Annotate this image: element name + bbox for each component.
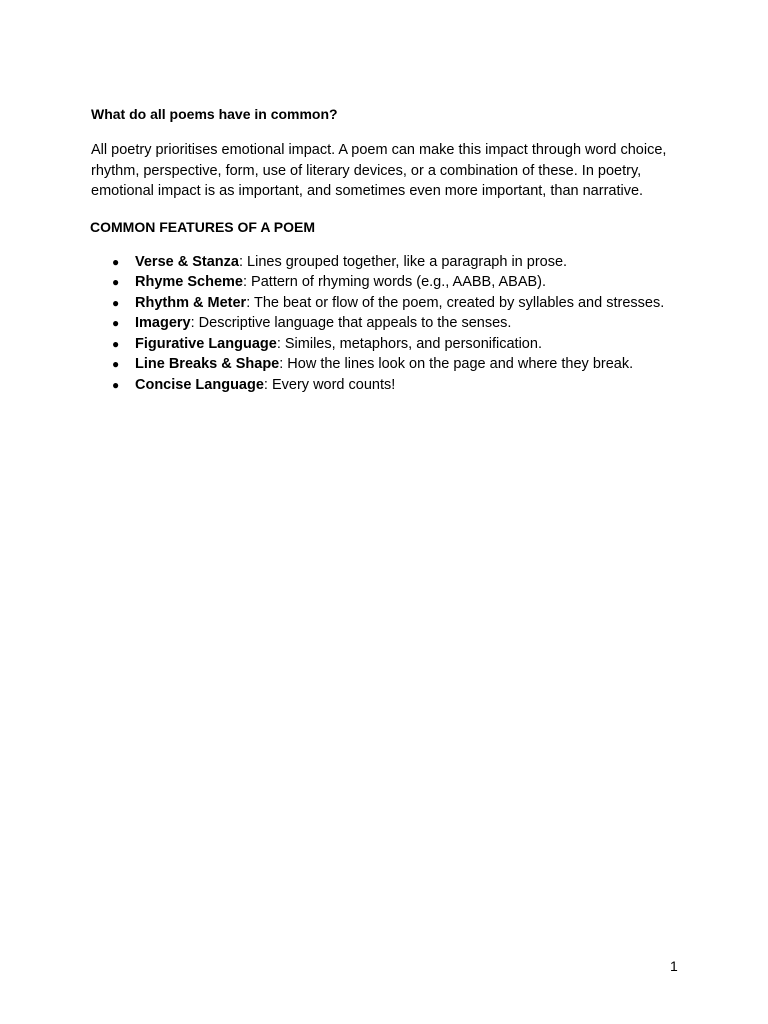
list-item: [91, 293, 676, 314]
list-item: [91, 334, 676, 355]
list-item: [91, 354, 676, 375]
feature-term: Verse & Stanza: [135, 253, 239, 270]
feature-description: : Descriptive language that appeals to the senses.: [190, 315, 512, 332]
feature-term: Rhyme Scheme: [135, 274, 243, 291]
question-heading: What do all poems have in common?: [91, 106, 338, 122]
feature-description: : How the lines look on the page and where they break.: [279, 356, 634, 373]
bullet-icon: ●: [112, 295, 120, 310]
page-number: 1: [670, 958, 678, 974]
intro-paragraph: All poetry prioritises emotional impact. A poem can make this impact through word choice, rhythm, perspective, form, use of literary devices, or a combination of these. In poetry, emotional impact is as important, and sometimes even more important, than narrative.: [91, 142, 667, 199]
bullet-icon: ●: [112, 336, 120, 351]
feature-term: Figurative Language: [135, 335, 277, 352]
list-item: [91, 252, 676, 273]
list-item: [91, 272, 676, 293]
features-list: [91, 252, 676, 396]
feature-description: : Lines grouped together, like a paragraph in prose.: [238, 253, 568, 270]
bullet-icon: ●: [112, 275, 120, 290]
feature-description: : The beat or flow of the poem, created by syllables and stresses.: [246, 294, 665, 311]
feature-term: Imagery: [135, 315, 191, 332]
feature-description: : Pattern of rhyming words (e.g., AABB, ABAB).: [243, 274, 547, 291]
list-item: [91, 313, 676, 334]
bullet-icon: ●: [112, 378, 120, 393]
bullet-icon: ●: [112, 357, 120, 372]
feature-description: : Every word counts!: [263, 377, 396, 394]
feature-term: Rhythm & Meter: [135, 294, 247, 311]
feature-term: Concise Language: [135, 377, 264, 394]
document-body: [91, 104, 676, 396]
feature-description: : Similes, metaphors, and personification.: [276, 335, 542, 352]
section-title: COMMON FEATURES OF A POEM: [90, 218, 316, 235]
feature-term: Line Breaks & Shape: [135, 356, 280, 373]
bullet-icon: ●: [112, 254, 120, 269]
list-item: [91, 375, 676, 396]
bullet-icon: ●: [112, 316, 120, 331]
